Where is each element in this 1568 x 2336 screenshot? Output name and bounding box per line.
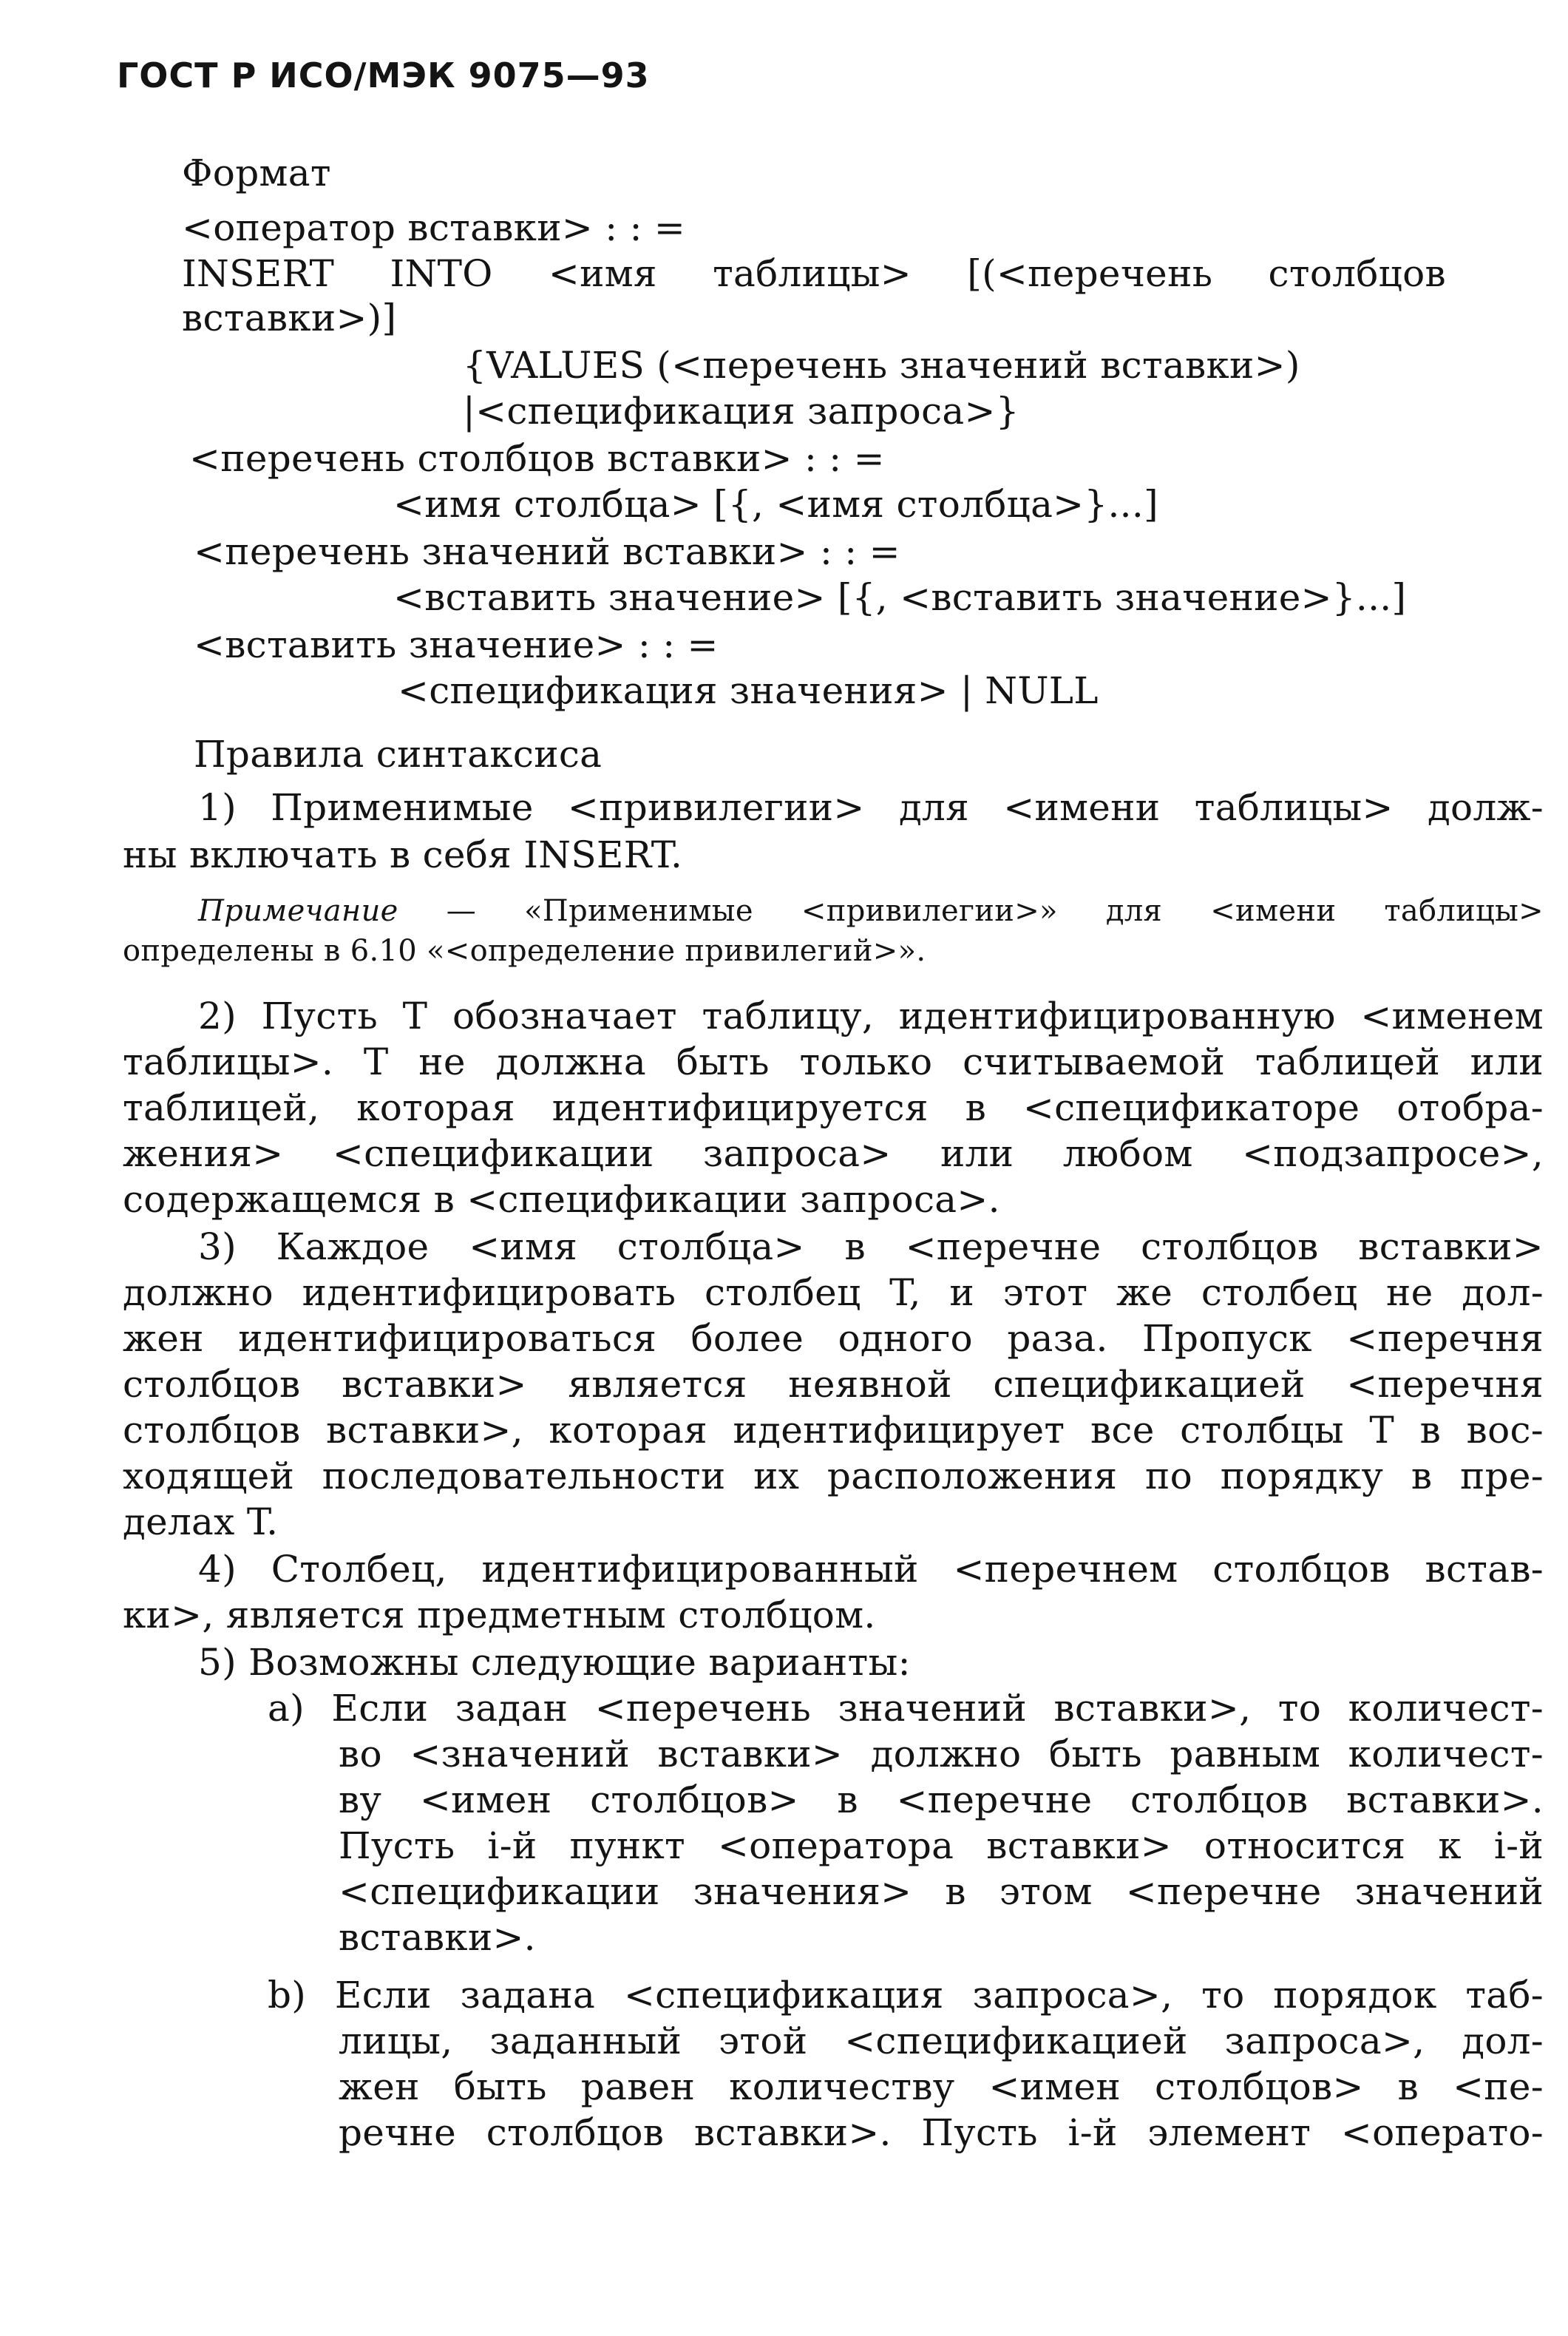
grammar-line: <имя столбца> [{, <имя столбца>}...] xyxy=(393,483,1158,526)
rule-5a-line: вставки>. xyxy=(339,1916,536,1959)
document-header: ГОСТ Р ИСО/МЭК 9075—93 xyxy=(117,55,650,95)
syntax-rules-heading: Правила синтаксиса xyxy=(194,733,603,776)
rule-3-line: жен идентифицироваться более одного раза. Пропуск <перечня xyxy=(123,1317,1544,1360)
format-heading: Формат xyxy=(182,152,331,194)
rule-2-line: жения> <спецификации запроса> или любом <подзапросе>, xyxy=(123,1132,1544,1175)
rule-5b-line: жен быть равен количеству <имен столбцов> в <пе- xyxy=(339,2065,1544,2108)
note-line-2: определены в 6.10 «<определение привилегий>». xyxy=(123,934,926,968)
rule-2-line: 2) Пусть T обозначает таблицу, идентифицированную <именем xyxy=(198,995,1544,1037)
note-text: — «Применимые <привилегии>» для <имени таблицы> xyxy=(398,894,1544,928)
rule-1-line: 1) Применимые <привилегии> для <имени таблицы> долж- xyxy=(198,786,1544,829)
rule-3-line: должно идентифицировать столбец T, и этот же столбец не дол- xyxy=(123,1271,1544,1314)
rule-5a-line: ву <имен столбцов> в <перечне столбцов вставки>. xyxy=(339,1778,1544,1821)
grammar-line: INSERT INTO <имя таблицы> [(<перечень столбцов xyxy=(182,252,1446,295)
rule-5a-line: a) Если задан <перечень значений вставки>, то количест- xyxy=(268,1687,1544,1730)
grammar-line: {VALUES (<перечень значений вставки>) xyxy=(463,344,1300,387)
rule-5b-line: лицы, заданный этой <спецификацией запроса>, дол- xyxy=(339,2020,1544,2062)
grammar-line: <перечень значений вставки> : : = xyxy=(194,530,900,573)
rule-5a-line: Пусть i-й пункт <оператора вставки> относится к i-й xyxy=(339,1824,1544,1867)
grammar-line: <спецификация значения> | NULL xyxy=(398,669,1099,712)
rule-3-line: столбцов вставки>, которая идентифицирует все столбцы T в вос- xyxy=(123,1409,1544,1452)
grammar-line: <вставить значение> : : = xyxy=(194,623,719,666)
rule-5b-line: b) Если задана <спецификация запроса>, то порядок таб- xyxy=(268,1974,1544,2017)
rule-5b-line: речне столбцов вставки>. Пусть i-й элемент <операто- xyxy=(339,2111,1544,2154)
rule-4-line: 4) Столбец, идентифицированный <перечнем столбцов встав- xyxy=(198,1548,1544,1591)
grammar-line: <перечень столбцов вставки> : : = xyxy=(189,437,885,480)
grammar-line: <вставить значение> [{, <вставить значение>}...] xyxy=(393,576,1407,619)
note-line-1 xyxy=(198,893,1544,929)
rule-3-line: 3) Каждое <имя столбца> в <перечне столбцов вставки> xyxy=(198,1225,1544,1268)
rule-5a-line: <спецификации значения> в этом <перечне значений xyxy=(339,1870,1544,1913)
rule-2-line: таблицей, которая идентифицируется в <спецификаторе отобра- xyxy=(123,1086,1544,1129)
rule-3-line: ходящей последовательности их расположения по порядку в пре- xyxy=(123,1455,1544,1497)
grammar-line: |<спецификация запроса>} xyxy=(463,390,1019,433)
rule-3-line: делах T. xyxy=(123,1500,279,1543)
grammar-line: вставки>)] xyxy=(182,297,397,339)
grammar-line: <оператор вставки> : : = xyxy=(182,206,686,249)
rule-5a-line: во <значений вставки> должно быть равным количест- xyxy=(339,1733,1544,1775)
rule-2-line: содержащемся в <спецификации запроса>. xyxy=(123,1178,1000,1221)
rule-5-intro: 5) Возможны следующие варианты: xyxy=(198,1641,911,1684)
rule-4-line: ки>, является предметным столбцом. xyxy=(123,1594,876,1636)
note-label: Примечание xyxy=(198,894,398,928)
rule-2-line: таблицы>. T не должна быть только считываемой таблицей или xyxy=(123,1040,1544,1083)
rule-3-line: столбцов вставки> является неявной спецификацией <перечня xyxy=(123,1363,1544,1406)
rule-1-line: ны включать в себя INSERT. xyxy=(123,833,683,876)
